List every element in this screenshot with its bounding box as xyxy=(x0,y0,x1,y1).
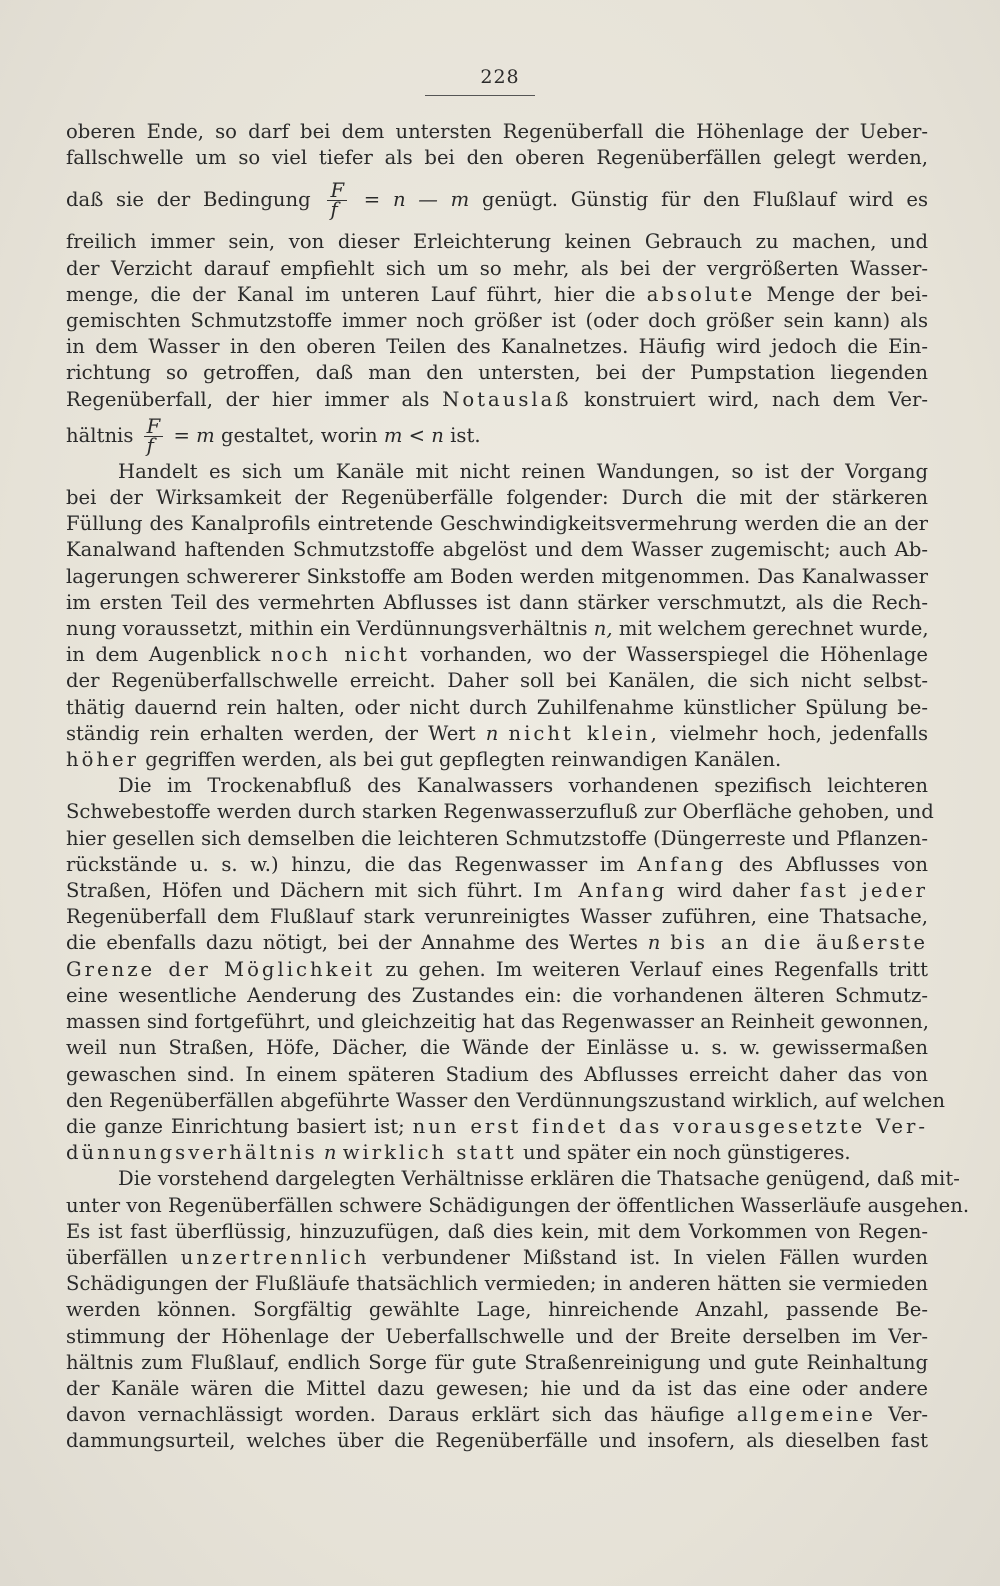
text-line: Füllung des Kanalprofils eintretende Geschwindigkeitsvermehrung werden die an der xyxy=(66,512,928,536)
text-line: Grenze der Möglichkeit zu gehen. Im weiteren Verlauf eines Regenfalls tritt xyxy=(66,957,929,981)
text-line: fallschwelle um so viel tiefer als bei den oberen Regenüberfällen gelegt werden, xyxy=(66,146,928,170)
text-line: thätig dauernd rein halten, oder nicht durch Zuhilfenahme künstlicher Spülung be- xyxy=(66,695,928,719)
text-line: Die im Trockenabfluß des Kanalwassers vorhandenen spezifisch leichteren xyxy=(118,774,928,798)
text-line: weil nun Straßen, Höfe, Dächer, die Wände der Einlässe u. s. w. gewissermaßen xyxy=(66,1036,928,1060)
text-line: menge, die der Kanal im unteren Lauf führt, hier die absolute Menge der bei- xyxy=(66,282,929,306)
text-line: dünnungsverhältnis n wirklich statt und später ein noch günstigeres. xyxy=(66,1141,851,1165)
text-line: hier gesellen sich demselben die leichteren Schmutzstoffe (Düngerreste und Pflanzen- xyxy=(66,826,928,850)
text-line: davon vernachlässigt worden. Daraus erklärt sich das häufige allgemeine Ver- xyxy=(66,1403,929,1427)
text-line: werden können. Sorgfältig gewählte Lage, hinreichende Anzahl, passende Be- xyxy=(66,1298,928,1322)
formula-line: hältnis $\frac{F}{f}$ = m gestaltet, worin m < n ist. xyxy=(66,414,481,457)
text-line: Straßen, Höfen und Dächern mit sich führt. Im Anfang wird daher fast jeder xyxy=(66,879,928,903)
text-line: ständig rein erhalten werden, der Wert n nicht klein, vielmehr hoch, jedenfalls xyxy=(66,721,929,745)
page-number-rule xyxy=(425,95,535,96)
text-line: oberen Ende, so darf bei dem untersten Regenüberfall die Höhenlage der Ueber- xyxy=(66,120,928,143)
text-line: Regenüberfall dem Flußlauf stark verunreinigtes Wasser zuführen, eine Thatsache, xyxy=(66,905,928,929)
text-line: hältnis zum Flußlauf, endlich Sorge für gute Straßenreinigung und gute Reinhaltung xyxy=(66,1350,928,1374)
formula-line: daß sie der Bedingung $\frac{F}{f}$ = n — m genügt. Günstig für den Flußlauf wird es xyxy=(66,179,929,222)
fraction-f-over-f: $\frac{F}{f}$ xyxy=(144,418,164,455)
text-line: überfällen unzertrennlich verbundener Mißstand ist. In vielen Fällen wurden xyxy=(66,1245,928,1269)
text-line: die ganze Einrichtung basiert ist; nun erst findet das vorausgesetzte Ver- xyxy=(66,1114,928,1138)
text-line: Regenüberfall, der hier immer als Notauslaß konstruiert wird, nach dem Ver- xyxy=(66,387,929,411)
text-line: gewaschen sind. In einem späteren Stadium des Abflusses erreicht daher das von xyxy=(66,1062,928,1086)
text-line: Die vorstehend dargelegten Verhältnisse erklären die Thatsache genügend, daß mit- xyxy=(118,1167,960,1191)
text-line: bei der Wirksamkeit der Regenüberfälle folgender: Durch die mit der stärkeren xyxy=(66,486,928,510)
text-line: die ebenfalls dazu nötigt, bei der Annahme des Wertes n bis an die äußerste xyxy=(66,931,929,955)
text-line: lagerungen schwererer Sinkstoffe am Boden werden mitgenommen. Das Kanalwasser xyxy=(66,564,928,588)
text-line: rückstände u. s. w.) hinzu, die das Regenwasser im Anfang des Abflusses von xyxy=(66,852,928,876)
text-line: der Verzicht darauf empfiehlt sich um so mehr, als bei der vergrößerten Wasser- xyxy=(66,256,928,280)
text-line: höher gegriffen werden, als bei gut gepflegten reinwandigen Kanälen. xyxy=(66,748,782,772)
fraction-f-over-f: $\frac{F}{f}$ xyxy=(327,182,347,219)
text-line: richtung so getroffen, daß man den untersten, bei der Pumpstation liegenden xyxy=(66,361,928,385)
text-line: dammungsurteil, welches über die Regenüberfälle und insofern, als dieselben fast xyxy=(66,1429,928,1453)
text-line: Schädigungen der Flußläufe thatsächlich vermieden; in anderen hätten sie vermieden xyxy=(66,1272,928,1296)
text-line: eine wesentliche Aenderung des Zustandes ein: die vorhandenen älteren Schmutz- xyxy=(66,983,928,1007)
text-line: unter von Regenüberfällen schwere Schädigungen der öffentlichen Wasserläufe ausgehen. xyxy=(66,1193,970,1217)
text-line: Schwebestoffe werden durch starken Regenwasserzufluß zur Oberfläche gehoben, und xyxy=(66,800,934,824)
text-line: in dem Wasser in den oberen Teilen des Kanalnetzes. Häufig wird jedoch die Ein- xyxy=(66,335,928,359)
text-line: im ersten Teil des vermehrten Abflusses ist dann stärker verschmutzt, als die Rech- xyxy=(66,590,928,614)
page-number: 228 xyxy=(480,66,520,88)
text-line: in dem Augenblick noch nicht vorhanden, wo der Wasserspiegel die Höhenlage xyxy=(66,643,928,667)
text-line: nung voraussetzt, mithin ein Verdünnungsverhältnis n, mit welchem gerechnet wurde, xyxy=(66,617,929,641)
text-line: Handelt es sich um Kanäle mit nicht reinen Wandungen, so ist der Vorgang xyxy=(118,459,928,483)
text-line: der Kanäle wären die Mittel dazu gewesen; hie und da ist das eine oder andere xyxy=(66,1376,928,1400)
text-line: freilich immer sein, von dieser Erleichterung keinen Gebrauch zu machen, und xyxy=(66,230,928,254)
text-line: gemischten Schmutzstoffe immer noch größer ist (oder doch größer sein kann) als xyxy=(66,309,928,333)
text-line: Es ist fast überflüssig, hinzuzufügen, daß dies kein, mit dem Vorkommen von Regen- xyxy=(66,1219,928,1243)
text-line: massen sind fortgeführt, und gleichzeitig hat das Regenwasser an Reinheit gewonnen, xyxy=(66,1010,930,1034)
text-line: Kanalwand haftenden Schmutzstoffe abgelöst und dem Wasser zugemischt; auch Ab- xyxy=(66,538,928,562)
text-line: der Regenüberfallschwelle erreicht. Daher soll bei Kanälen, die sich nicht selbst- xyxy=(66,669,928,693)
text-line: stimmung der Höhenlage der Ueberfallschwelle und der Breite derselben im Ver- xyxy=(66,1324,928,1348)
body-text xyxy=(66,119,970,1455)
text-line: den Regenüberfällen abgeführte Wasser den Verdünnungszustand wirklich, auf welchen xyxy=(66,1088,946,1112)
